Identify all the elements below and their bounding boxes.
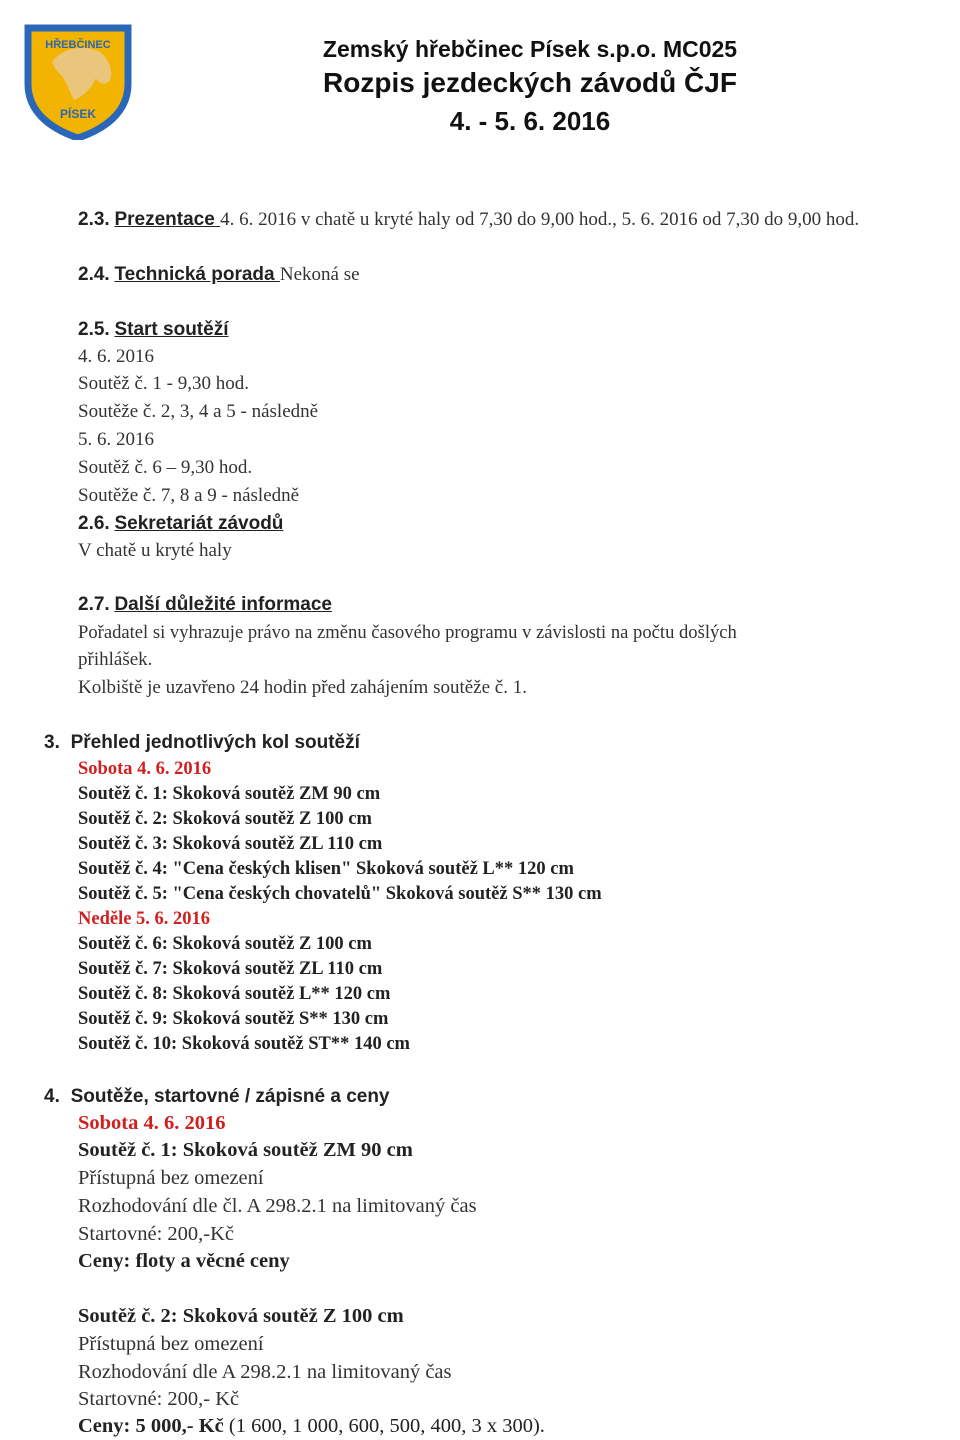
logo-bottom-text: PÍSEK bbox=[59, 107, 97, 121]
header-title: Rozpis jezdeckých závodů ČJF bbox=[323, 67, 737, 98]
competition-item: Soutěž č. 8: Skoková soutěž L** 120 cm bbox=[78, 984, 391, 1004]
competition-2-fee: Startovné: 200,- Kč bbox=[78, 1388, 240, 1410]
section-number: 2.4. bbox=[78, 264, 110, 285]
schedule-line: Soutěže č. 7, 8 a 9 - následně bbox=[78, 485, 300, 506]
section-text: 4. 6. 2016 v chatě u kryté haly od 7,30 do 9,00 hod., 5. 6. 2016 od 7,30 do 9,00 hod. bbox=[220, 209, 860, 230]
day-heading-sunday: Neděle 5. 6. 2016 bbox=[78, 909, 211, 929]
header-dates: 4. - 5. 6. 2016 bbox=[449, 106, 611, 136]
competition-item: Soutěž č. 7: Skoková soutěž ZL 110 cm bbox=[78, 959, 383, 979]
competition-item: Soutěž č. 4: "Cena českých klisen" Skoková soutěž L** 120 cm bbox=[78, 859, 574, 879]
schedule-line: Soutěž č. 1 - 9,30 hod. bbox=[78, 373, 249, 394]
competition-1-title: Soutěž č. 1: Skoková soutěž ZM 90 cm bbox=[78, 1139, 413, 1161]
section-title: Přehled jednotlivých kol soutěží bbox=[70, 732, 360, 753]
section-title: Prezentace bbox=[114, 209, 221, 230]
competition-1-fee: Startovné: 200,-Kč bbox=[78, 1223, 234, 1245]
schedule-line: 5. 6. 2016 bbox=[78, 429, 154, 450]
competition-item: Soutěž č. 9: Skoková soutěž S** 130 cm bbox=[78, 1009, 389, 1029]
header-organization: Zemský hřebčinec Písek s.p.o. MC025 bbox=[322, 36, 738, 62]
section-text: Nekoná se bbox=[279, 264, 360, 285]
info-line: Pořadatel si vyhrazuje právo na změnu časového programu v závislosti na počtu došlých bbox=[78, 622, 737, 643]
section-title: Soutěže, startovné / zápisné a ceny bbox=[70, 1086, 390, 1107]
section-title: Technická porada bbox=[114, 264, 280, 285]
competition-2-judging: Rozhodování dle A 298.2.1 na limitovaný čas bbox=[78, 1361, 452, 1383]
competition-1-prizes: Ceny: floty a věcné ceny bbox=[78, 1250, 290, 1272]
schedule-line: 4. 6. 2016 bbox=[78, 346, 154, 367]
competition-item: Soutěž č. 6: Skoková soutěž Z 100 cm bbox=[78, 934, 372, 954]
day-heading-saturday: Sobota 4. 6. 2016 bbox=[78, 759, 212, 779]
section-number: 2.7. bbox=[78, 594, 110, 615]
competition-2-prizes bbox=[78, 1414, 545, 1438]
section-4 bbox=[44, 1085, 390, 1109]
section-number: 3. bbox=[44, 732, 60, 753]
section-title: Další důležité informace bbox=[114, 594, 332, 615]
section-text: V chatě u kryté haly bbox=[78, 540, 232, 561]
section-2-7 bbox=[78, 593, 332, 617]
document-header bbox=[300, 30, 760, 140]
hrebcinec-logo bbox=[22, 22, 134, 140]
logo-top-text: HŘEBČINEC bbox=[45, 39, 111, 51]
section-2-4 bbox=[78, 263, 360, 287]
competition-item: Soutěž č. 10: Skoková soutěž ST** 140 cm bbox=[78, 1034, 410, 1054]
competition-1-judging: Rozhodování dle čl. A 298.2.1 na limitovaný čas bbox=[78, 1195, 477, 1217]
day-heading-saturday: Sobota 4. 6. 2016 bbox=[78, 1112, 226, 1134]
competition-item: Soutěž č. 3: Skoková soutěž ZL 110 cm bbox=[78, 834, 383, 854]
competition-item: Soutěž č. 5: "Cena českých chovatelů" Skoková soutěž S** 130 cm bbox=[78, 884, 602, 904]
competition-2-title: Soutěž č. 2: Skoková soutěž Z 100 cm bbox=[78, 1305, 404, 1327]
competition-1-access: Přístupná bez omezení bbox=[78, 1167, 264, 1189]
section-title: Start soutěží bbox=[114, 319, 229, 340]
section-2-3 bbox=[78, 208, 859, 232]
section-title: Sekretariát závodů bbox=[114, 513, 284, 534]
section-2-6 bbox=[78, 512, 283, 536]
competition-2-access: Přístupná bez omezení bbox=[78, 1333, 264, 1355]
competition-item: Soutěž č. 2: Skoková soutěž Z 100 cm bbox=[78, 809, 372, 829]
section-number: 4. bbox=[44, 1086, 60, 1107]
competition-item: Soutěž č. 1: Skoková soutěž ZM 90 cm bbox=[78, 784, 381, 804]
schedule-line: Soutěže č. 2, 3, 4 a 5 - následně bbox=[78, 401, 319, 422]
section-number: 2.3. bbox=[78, 209, 110, 230]
schedule-line: Soutěž č. 6 – 9,30 hod. bbox=[78, 457, 253, 478]
info-line: přihlášek. bbox=[78, 649, 153, 670]
section-2-5 bbox=[78, 318, 228, 342]
prizes-breakdown: (1 600, 1 000, 600, 500, 400, 3 x 300). bbox=[223, 1415, 545, 1437]
section-number: 2.5. bbox=[78, 319, 110, 340]
section-3 bbox=[44, 731, 360, 755]
section-number: 2.6. bbox=[78, 513, 110, 534]
prizes-amount: Ceny: 5 000,- Kč bbox=[78, 1415, 224, 1437]
info-line: Kolbiště je uzavřeno 24 hodin před zahájením soutěže č. 1. bbox=[78, 677, 527, 698]
